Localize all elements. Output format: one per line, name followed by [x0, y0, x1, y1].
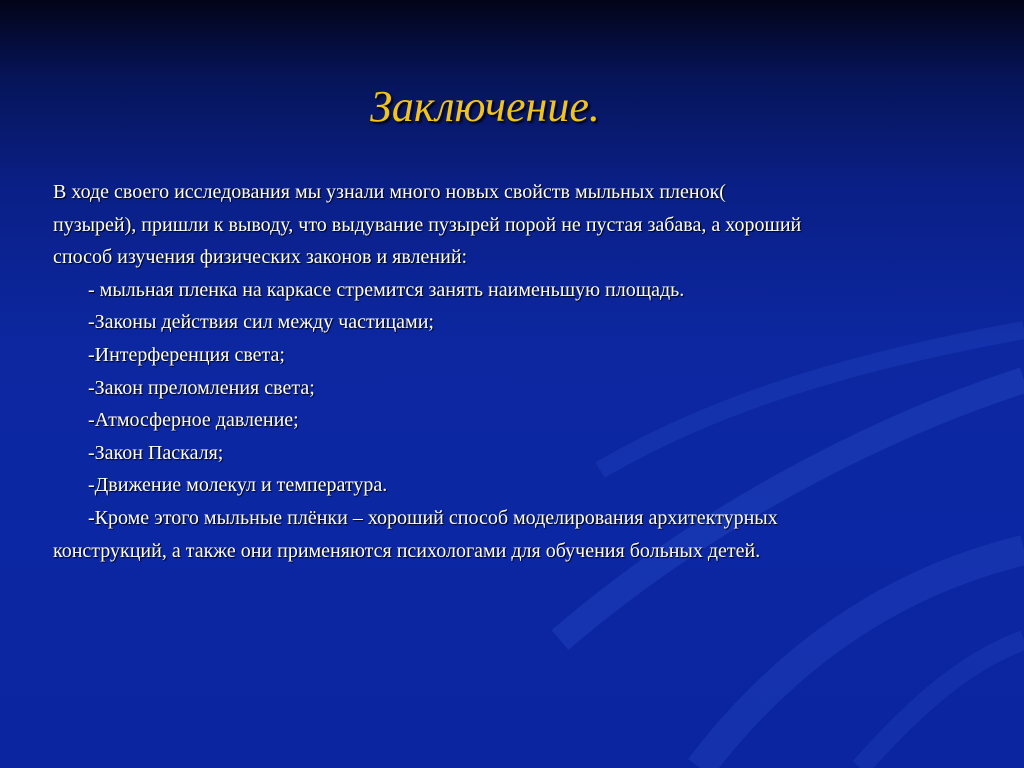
body-line: конструкций, а также они применяются психологами для обучения больных детей.	[53, 539, 761, 562]
list-item: -Законы действия сил между частицами;	[88, 311, 434, 334]
list-item: -Кроме этого мыльные плёнки – хороший способ моделирования архитектурных	[88, 506, 778, 529]
body-line: способ изучения физических законов и явлений:	[53, 246, 468, 269]
list-item: -Закон преломления света;	[88, 376, 315, 399]
slide-title: Заключение.	[370, 82, 600, 131]
list-item: - мыльная пленка на каркасе стремится занять наименьшую площадь.	[88, 278, 685, 301]
list-item: -Интерференция света;	[88, 343, 285, 366]
list-item: -Закон Паскаля;	[88, 441, 224, 464]
list-item: -Движение молекул и температура.	[88, 474, 388, 497]
slide-body	[53, 176, 983, 567]
list-item: -Атмосферное давление;	[88, 409, 299, 432]
body-line: В ходе своего исследования мы узнали много новых свойств мыльных пленок(	[53, 181, 726, 203]
body-line: пузырей), пришли к выводу, что выдувание пузырей порой не пустая забава, а хороший	[53, 213, 802, 236]
